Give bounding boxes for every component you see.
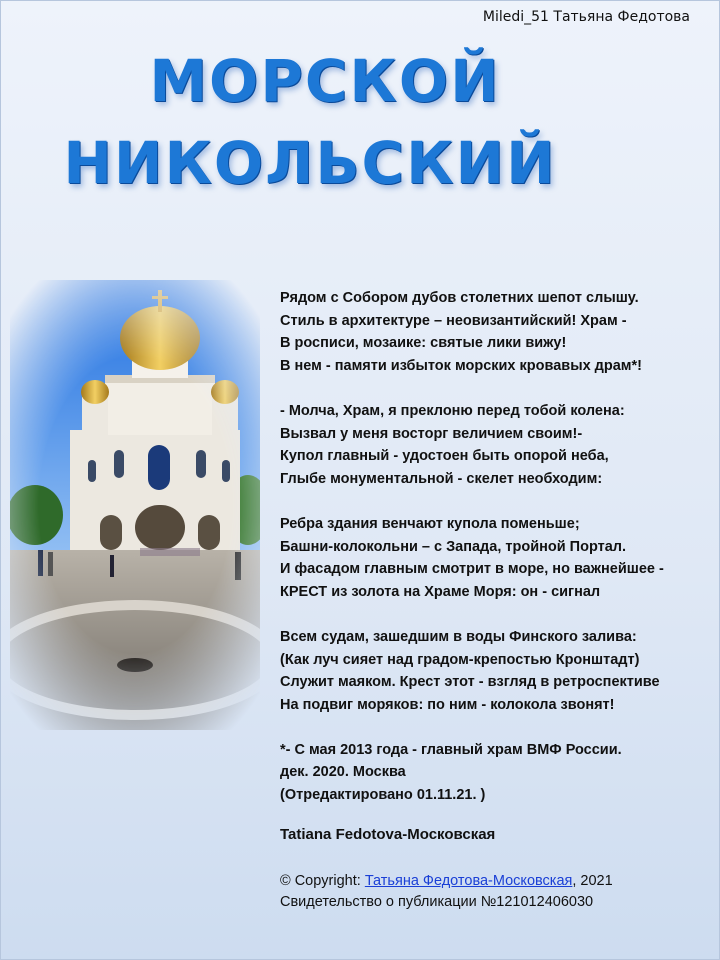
poem-line: На подвиг моряков: по ним - колокола звонят! <box>280 696 615 713</box>
poem-line: Служит маяком. Крест этот - взгляд в ретроспективе <box>280 674 660 691</box>
poem-line: - Молча, Храм, я преклоню перед тобой колена: <box>280 402 625 419</box>
page-title <box>0 47 720 197</box>
poem-line: В нем - памяти избыток морских кровавых драм*! <box>280 357 642 374</box>
stanza-3 <box>280 513 715 603</box>
poem-line: В росписи, мозаике: святые лики вижу! <box>280 335 567 352</box>
cathedral-photo <box>10 280 260 730</box>
poem-line: Рядом с Собором дубов столетних шепот слышу. <box>280 290 639 306</box>
poem-line: (Как луч сияет над градом-крепостью Кронштадт) <box>280 651 640 668</box>
footnote-line: (Отредактировано 01.11.21. ) <box>280 787 486 804</box>
poem-line: Глыбе монументальной - скелет необходим: <box>280 470 603 487</box>
stanza-1 <box>280 287 715 377</box>
copyright-block <box>280 871 613 913</box>
author-signature: Tatiana Fedotova-Московская <box>280 826 496 843</box>
author-link[interactable]: Татьяна Федотова-Московская <box>364 873 573 889</box>
footnote-line: дек. 2020. Москва <box>280 764 406 781</box>
poem-line: Стиль в архитектуре – неовизантийский! Храм - <box>280 312 627 329</box>
copyright-year: , 2021 <box>572 873 613 889</box>
poem-line: Купол главный - удостоен быть опорой неба, <box>280 448 609 465</box>
poem-line: Ребра здания венчают купола поменьше; <box>280 515 580 532</box>
title-line-1: МОРСКОЙ <box>149 47 501 115</box>
poem <box>280 287 715 807</box>
author-tag: Miledi_51 Татьяна Федотова <box>482 9 690 25</box>
poem-line: Башни-колокольни – с Запада, тройной Портал. <box>280 538 627 555</box>
poem-line: Всем судам, зашедшим в воды Финского залива: <box>280 628 637 645</box>
poem-line: Вызвал у меня восторг величием своим!- <box>280 425 583 442</box>
footnote-line: *- С мая 2013 года - главный храм ВМФ России. <box>280 741 622 758</box>
poem-line: И фасадом главным смотрит в море, но важнейшее - <box>280 561 664 578</box>
footnote <box>280 739 715 807</box>
publication-certificate: Свидетельство о публикации №121012406030 <box>280 894 594 910</box>
stanza-4 <box>280 626 715 716</box>
copyright-prefix: © Copyright: <box>280 873 365 889</box>
poem-line: КРЕСТ из золота на Храме Моря: он - сигнал <box>280 583 601 600</box>
title-line-2: НИКОЛЬСКИЙ <box>63 129 557 197</box>
stanza-2 <box>280 400 715 490</box>
